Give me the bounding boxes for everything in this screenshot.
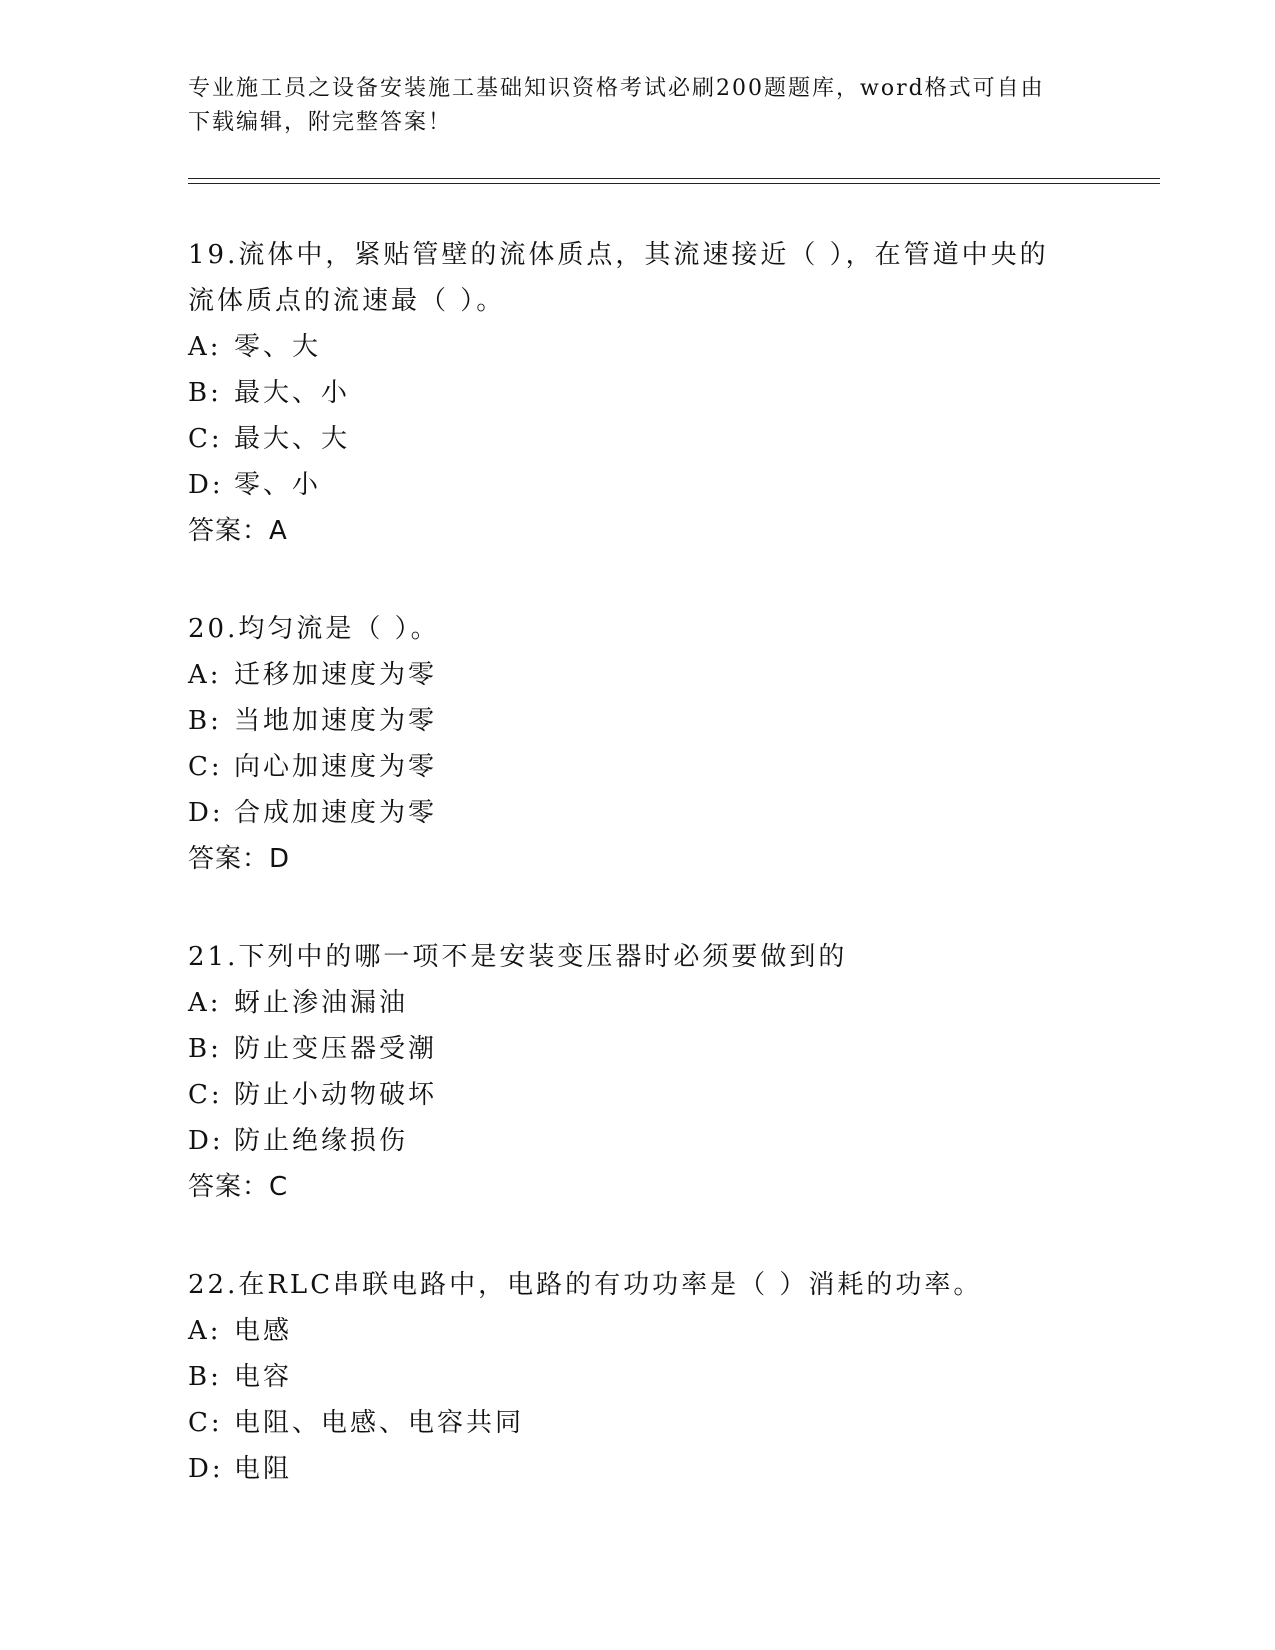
question-text: 22.在RLC串联电路中，电路的有功功率是（ ）消耗的功率。 [188,1270,983,1300]
option-c [188,744,1088,790]
question-text: 19.流体中，紧贴管壁的流体质点，其流速接近（ ），在管道中央的 [188,240,1049,270]
question-list [188,232,1088,1544]
option-c [188,1072,1088,1118]
option-letter: C: [188,1408,223,1438]
option-a [188,1308,1088,1354]
question-text: 流体质点的流速最（ ）。 [188,286,506,316]
option-b [188,1354,1088,1400]
header-divider-bottom [188,183,1160,184]
option-d [188,1118,1088,1164]
question-22 [188,1262,1088,1492]
option-text: 零、大 [234,332,322,362]
option-text: 电容 [234,1362,293,1392]
option-letter: D: [188,1454,224,1484]
option-text: 最大、小 [234,378,351,408]
option-letter: D: [188,470,224,500]
option-b [188,1026,1088,1072]
option-letter: A: [188,988,222,1018]
option-text: 最大、大 [234,424,351,454]
option-text: 向心加速度为零 [234,752,438,782]
header-line-1: 专业施工员之设备安装施工基础知识资格考试必刷200题题库，word格式可自由 [188,76,1045,101]
option-text: 电阻 [234,1454,293,1484]
option-text: 蚜止渗油漏油 [234,988,409,1018]
option-letter: C: [188,1080,223,1110]
answer-label: 答案：D [188,844,291,874]
header-line-2: 下载编辑，附完整答案！ [188,110,453,135]
option-letter: B: [188,706,222,736]
option-a [188,980,1088,1026]
option-text: 零、小 [234,470,322,500]
option-text: 迁移加速度为零 [234,660,438,690]
option-text: 防止绝缘损伤 [234,1126,409,1156]
option-d [188,790,1088,836]
option-letter: C: [188,752,223,782]
option-letter: B: [188,378,222,408]
option-a [188,652,1088,698]
answer-label: 答案：A [188,516,288,546]
option-text: 合成加速度为零 [234,798,438,828]
answer-label: 答案：C [188,1172,289,1202]
option-d [188,1446,1088,1492]
option-letter: B: [188,1034,222,1064]
option-text: 防止小动物破坏 [234,1080,438,1110]
option-letter: A: [188,660,222,690]
question-text: 21.下列中的哪一项不是安装变压器时必须要做到的 [188,942,848,972]
option-text: 电阻、电感、电容共同 [234,1408,525,1438]
option-letter: D: [188,1126,224,1156]
question-20 [188,606,1088,882]
question-text: 20.均匀流是（ ）。 [188,614,440,644]
option-letter: D: [188,798,224,828]
option-text: 电感 [234,1316,293,1346]
question-21 [188,934,1088,1210]
option-letter: B: [188,1362,222,1392]
header-divider-top [188,178,1160,179]
option-a [188,324,1088,370]
document-header [188,72,1068,140]
option-text: 当地加速度为零 [234,706,438,736]
option-letter: A: [188,1316,222,1346]
option-text: 防止变压器受潮 [234,1034,438,1064]
option-d [188,462,1088,508]
option-c [188,416,1088,462]
option-b [188,698,1088,744]
option-b [188,370,1088,416]
option-letter: A: [188,332,222,362]
option-letter: C: [188,424,223,454]
option-c [188,1400,1088,1446]
question-19 [188,232,1088,554]
